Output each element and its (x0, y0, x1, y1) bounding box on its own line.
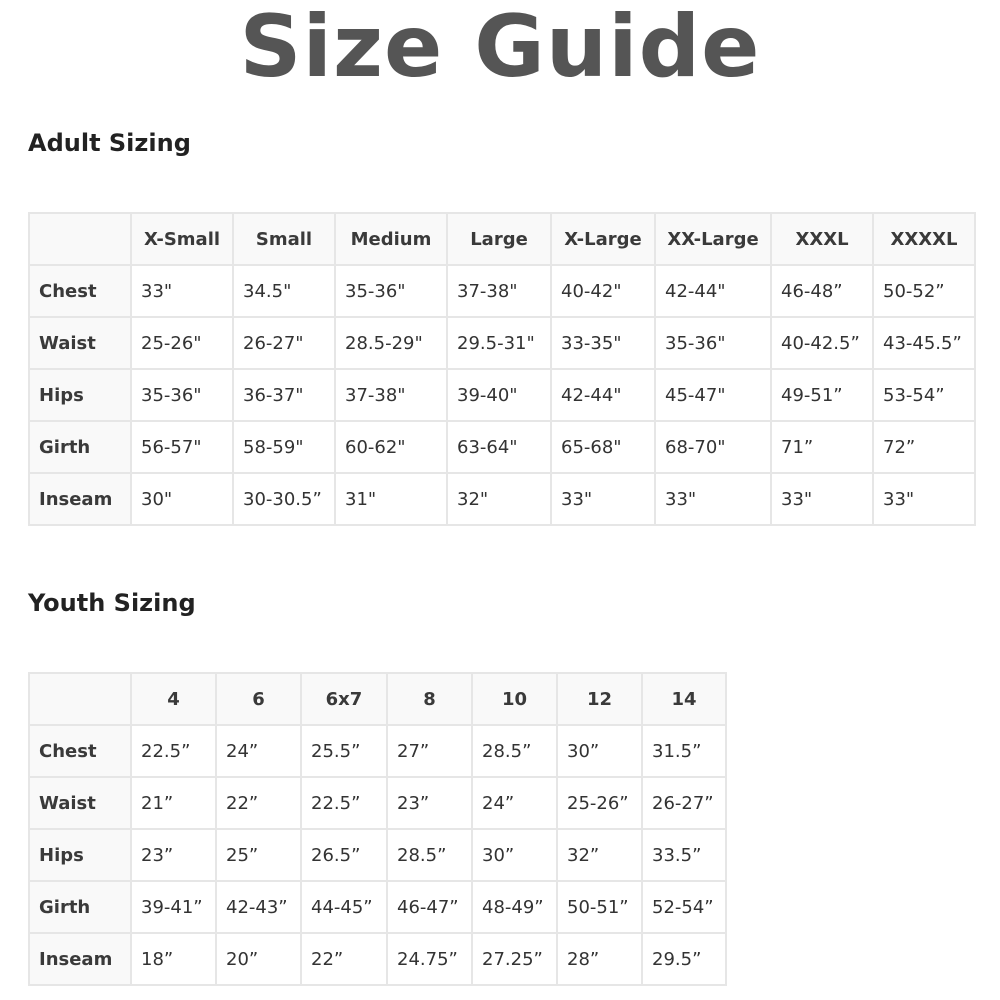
table-cell: 49-51” (771, 369, 873, 421)
column-header: Small (233, 213, 335, 265)
table-cell: 35-36" (655, 317, 771, 369)
column-header: 6x7 (301, 673, 387, 725)
row-header: Hips (29, 829, 131, 881)
table-row (29, 265, 975, 317)
table-row (29, 777, 726, 829)
adult-sizing-table (28, 212, 976, 526)
table-cell: 27” (387, 725, 472, 777)
table-cell: 34.5" (233, 265, 335, 317)
table-header-row (29, 673, 726, 725)
table-cell: 23” (131, 829, 216, 881)
table-cell: 53-54” (873, 369, 975, 421)
column-header: 10 (472, 673, 557, 725)
row-header: Inseam (29, 933, 131, 985)
table-cell: 39-41” (131, 881, 216, 933)
column-header: Medium (335, 213, 447, 265)
table-cell: 28” (557, 933, 642, 985)
table-cell: 39-40" (447, 369, 551, 421)
table-cell: 33" (131, 265, 233, 317)
table-cell: 31" (335, 473, 447, 525)
table-cell: 35-36" (335, 265, 447, 317)
table-corner-cell (29, 213, 131, 265)
table-cell: 50-51” (557, 881, 642, 933)
table-cell: 40-42" (551, 265, 655, 317)
table-cell: 37-38" (447, 265, 551, 317)
table-cell: 52-54” (642, 881, 726, 933)
table-cell: 65-68" (551, 421, 655, 473)
column-header: X-Small (131, 213, 233, 265)
table-cell: 33" (873, 473, 975, 525)
table-cell: 37-38" (335, 369, 447, 421)
table-cell: 60-62" (335, 421, 447, 473)
table-row (29, 473, 975, 525)
page-title: Size Guide (239, 0, 761, 97)
column-header: 8 (387, 673, 472, 725)
table-row (29, 829, 726, 881)
youth-sizing-heading: Youth Sizing (28, 589, 196, 617)
table-cell: 28.5” (387, 829, 472, 881)
table-cell: 68-70" (655, 421, 771, 473)
row-header: Hips (29, 369, 131, 421)
table-cell: 24” (472, 777, 557, 829)
table-cell: 26-27" (233, 317, 335, 369)
table-cell: 35-36" (131, 369, 233, 421)
table-row (29, 421, 975, 473)
column-header: Large (447, 213, 551, 265)
table-cell: 26.5” (301, 829, 387, 881)
table-cell: 58-59" (233, 421, 335, 473)
table-row (29, 317, 975, 369)
table-cell: 33.5” (642, 829, 726, 881)
table-cell: 25-26" (131, 317, 233, 369)
column-header: 14 (642, 673, 726, 725)
table-cell: 71” (771, 421, 873, 473)
table-cell: 48-49” (472, 881, 557, 933)
column-header: 4 (131, 673, 216, 725)
table-cell: 25-26” (557, 777, 642, 829)
table-cell: 29.5” (642, 933, 726, 985)
row-header: Waist (29, 777, 131, 829)
table-cell: 24.75” (387, 933, 472, 985)
table-cell: 26-27” (642, 777, 726, 829)
table-cell: 42-44" (551, 369, 655, 421)
table-row (29, 881, 726, 933)
table-cell: 32” (557, 829, 642, 881)
column-header: XX-Large (655, 213, 771, 265)
table-cell: 42-44" (655, 265, 771, 317)
table-cell: 30" (131, 473, 233, 525)
table-cell: 33" (551, 473, 655, 525)
table-cell: 22.5” (301, 777, 387, 829)
table-cell: 32" (447, 473, 551, 525)
row-header: Chest (29, 725, 131, 777)
table-cell: 23” (387, 777, 472, 829)
table-cell: 36-37" (233, 369, 335, 421)
table-cell: 22” (301, 933, 387, 985)
column-header: XXXL (771, 213, 873, 265)
table-cell: 30-30.5” (233, 473, 335, 525)
table-cell: 56-57" (131, 421, 233, 473)
table-cell: 31.5” (642, 725, 726, 777)
table-row (29, 369, 975, 421)
table-cell: 28.5-29" (335, 317, 447, 369)
table-cell: 24” (216, 725, 301, 777)
table-cell: 20” (216, 933, 301, 985)
column-header: XXXXL (873, 213, 975, 265)
column-header: X-Large (551, 213, 655, 265)
row-header: Waist (29, 317, 131, 369)
table-cell: 33" (771, 473, 873, 525)
column-header: 6 (216, 673, 301, 725)
table-cell: 44-45” (301, 881, 387, 933)
table-cell: 63-64" (447, 421, 551, 473)
table-row (29, 725, 726, 777)
table-cell: 46-48” (771, 265, 873, 317)
table-cell: 25” (216, 829, 301, 881)
table-cell: 25.5” (301, 725, 387, 777)
table-cell: 30” (472, 829, 557, 881)
table-cell: 72” (873, 421, 975, 473)
table-cell: 18” (131, 933, 216, 985)
table-cell: 30” (557, 725, 642, 777)
youth-sizing-table (28, 672, 727, 986)
table-cell: 42-43” (216, 881, 301, 933)
table-cell: 46-47” (387, 881, 472, 933)
table-cell: 33" (655, 473, 771, 525)
table-cell: 27.25” (472, 933, 557, 985)
row-header: Girth (29, 421, 131, 473)
table-cell: 43-45.5” (873, 317, 975, 369)
table-cell: 45-47" (655, 369, 771, 421)
row-header: Inseam (29, 473, 131, 525)
table-header-row (29, 213, 975, 265)
table-cell: 29.5-31" (447, 317, 551, 369)
row-header: Chest (29, 265, 131, 317)
table-cell: 40-42.5” (771, 317, 873, 369)
table-cell: 22.5” (131, 725, 216, 777)
table-corner-cell (29, 673, 131, 725)
row-header: Girth (29, 881, 131, 933)
adult-sizing-heading: Adult Sizing (28, 129, 191, 157)
table-cell: 21” (131, 777, 216, 829)
table-cell: 33-35" (551, 317, 655, 369)
table-row (29, 933, 726, 985)
table-cell: 28.5” (472, 725, 557, 777)
table-cell: 22” (216, 777, 301, 829)
column-header: 12 (557, 673, 642, 725)
table-cell: 50-52” (873, 265, 975, 317)
